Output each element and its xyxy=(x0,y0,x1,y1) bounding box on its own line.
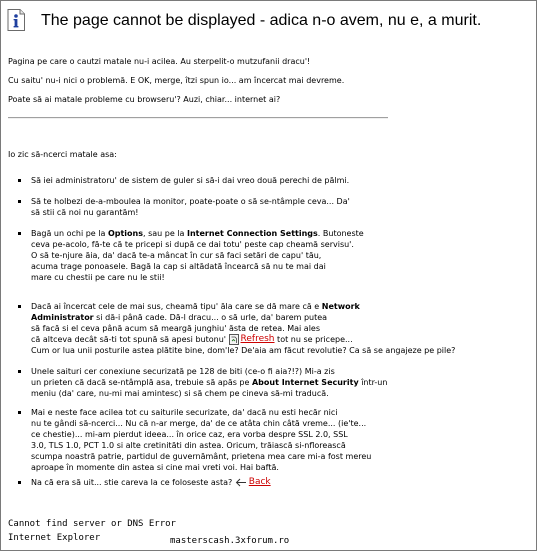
tip-text: ceva pe-acolo, fă-te că te pricepi si după ce dai totu' peste cap cheamă servisu'. xyxy=(31,240,354,249)
list-item xyxy=(16,477,528,488)
tip-text: ce chestie)... mi-am pierdut ideea... în orice caz, era vorba despre SSL 2.0, SSL xyxy=(31,430,348,439)
bullet-icon xyxy=(18,200,21,203)
browser-name: Internet Explorer xyxy=(8,533,101,543)
tip-text: 3.0, TLS 1.0, PCT 1.0 si alte cretinităti din astea. Oricum, trăiască si-nfloreascā xyxy=(31,441,346,450)
tip-text: Na că era să uit... stie careva la ce foloseste asta? Back xyxy=(31,477,271,487)
try-heading: Io zic să-ncerci matale asa: xyxy=(8,150,117,159)
tip-text: să facă si el ceva până acum să meargă junghiu' ăsta de retea. Mai ales xyxy=(31,324,321,333)
bullet-icon xyxy=(18,481,21,484)
refresh-button[interactable] xyxy=(229,334,275,345)
refresh-link[interactable]: Refresh xyxy=(240,334,275,344)
tip-text: O să te-njure ăia, da' dacă te-a mâncat în cur să faci setări de capu' tău, xyxy=(31,251,322,260)
tip-text: Mai e neste face acilea tot cu saiturile securizate, da' dacă nu esti hecăr nici xyxy=(31,408,338,417)
list-item xyxy=(16,407,528,473)
back-button[interactable] xyxy=(235,477,271,488)
tip-text: scumpa noastră patrie, partidul de guvernământ, prietena mea care mi-a fost mereu xyxy=(31,452,372,461)
bullet-icon xyxy=(18,411,21,414)
tip-text: un prieten că dacă se-ntâmplă asa, trebuie să apăs pe About Internet Security într-un xyxy=(31,378,388,387)
tip-text: nu te gândi să-ncerci... Nu că n-ar merge, da' de ce atâta chin câtă vreme... (ie'te... xyxy=(31,419,367,428)
list-item xyxy=(16,366,528,399)
intro-text xyxy=(8,56,518,105)
tip-text: Administrator si dă-i până cade. Dă-l dracu... o să urle, da' barem putea xyxy=(31,313,328,322)
about-security-label: About Internet Security xyxy=(251,378,359,387)
options-label: Options xyxy=(107,229,143,238)
tips-list xyxy=(16,175,528,488)
back-link[interactable]: Back xyxy=(248,477,271,487)
network-label: Network xyxy=(321,302,360,311)
connection-settings-label: Internet Connection Settings xyxy=(186,229,318,238)
tip-text: Unele saituri cer conexiune securizată pe 128 de biti (ce-o fi aia?!?) Mi-a zis xyxy=(31,367,335,376)
tip-text: mare cu chestii pe care nu le stii! xyxy=(31,273,165,282)
site-watermark: masterscash.3xforum.ro xyxy=(170,536,290,546)
tip-text: acuma trage ponoasele. Bagă la cap si altădată încearcă să nu te mai dai xyxy=(31,262,326,271)
list-item xyxy=(16,301,528,356)
tip-text: Să iei administratoru' de sistem de guler si să-i dai vreo două perechi de pălmi. xyxy=(31,176,350,185)
tip-text: Dacă ai încercat cele de mai sus, cheamă tipu' ăla care se dă mare că e Network xyxy=(31,302,360,311)
refresh-icon xyxy=(229,334,239,345)
tip-text: Să te holbezi de-a-mboulea la monitor, poate-poate o să se-ntâmple ceva... Da' xyxy=(31,197,350,206)
list-item xyxy=(16,196,528,218)
footer xyxy=(8,517,176,545)
tip-text: Cum or lua unii posturile astea plătite bine, dom'le? De'aia am făcut revolutie? Ca să se angajeze pe pile? xyxy=(31,346,456,355)
intro-line: Pagina pe care o cautzi matale nu-i acilea. Au sterpelit-o mutzufanii dracu'! xyxy=(8,57,311,66)
error-code: Cannot find server or DNS Error xyxy=(8,519,176,529)
intro-line: Cu saitu' nu-i nici o problemă. E OK, merge, îtzi spun io... am încercat mai devreme. xyxy=(8,76,345,85)
bullet-icon xyxy=(18,305,21,308)
bullet-icon xyxy=(18,370,21,373)
list-item xyxy=(16,228,528,283)
tip-text: meniu (da' care, nu-mi mai amintesc) si să chem pe cineva să-mi traducă. xyxy=(31,389,329,398)
tip-text: aproape în momente din astea si cine mai vreti voi. Hai baftă. xyxy=(31,463,279,472)
intro-line: Poate să ai matale probleme cu browseru'? Auzi, chiar... internet ai? xyxy=(8,95,281,104)
divider xyxy=(8,117,388,119)
info-icon xyxy=(7,9,25,31)
tip-text: să stii că noi nu garantăm! xyxy=(31,208,139,217)
tip-text: Bagă un ochi pe la Options, sau pe la Internet Connection Settings. Butoneste xyxy=(31,229,364,238)
bullet-icon xyxy=(18,179,21,182)
bullet-icon xyxy=(18,232,21,235)
administrator-label: Administrator xyxy=(31,313,94,322)
tip-text: că altceva decât să-ti tot spună să apesi butonu' Refresh tot nu se pricepe... xyxy=(31,334,353,344)
back-arrow-icon xyxy=(235,478,247,487)
page-title: The page cannot be displayed - adica n-o avem, nu e, a murit. xyxy=(41,12,482,29)
list-item xyxy=(16,175,528,186)
